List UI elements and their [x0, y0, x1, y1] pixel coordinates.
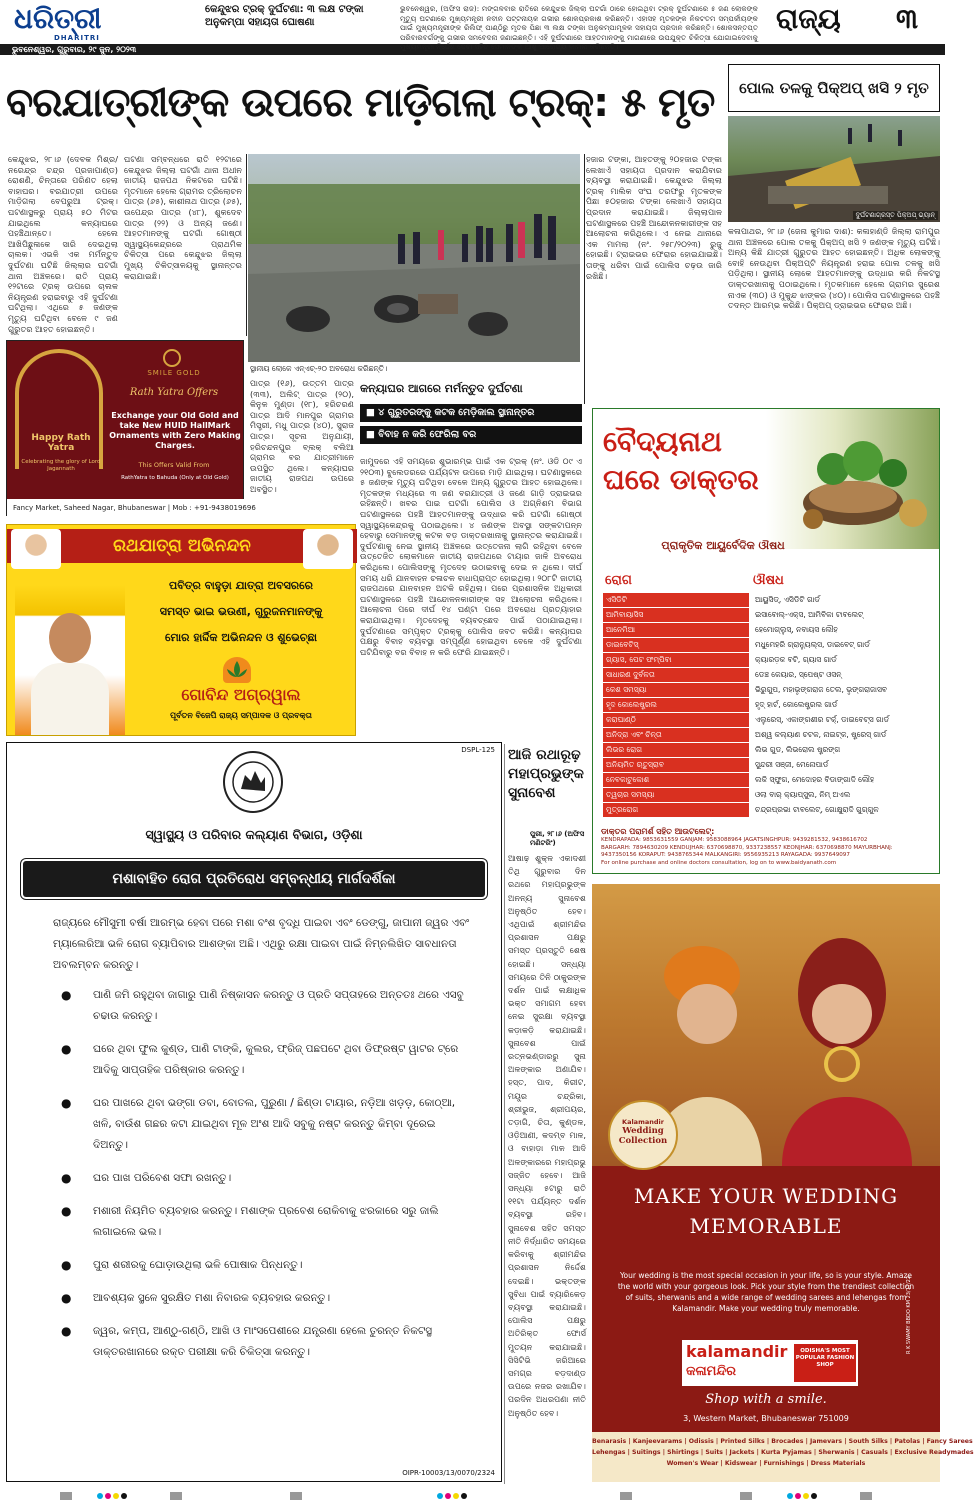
table-row — [603, 593, 933, 607]
table-row — [603, 638, 933, 652]
govt-point-text: ପୁରା ଶରୀରକୁ ଘୋଡ଼ାଉଥିଲା ଭଳି ପୋଷାକ ପିନ୍ଧନ୍ତୁ। — [93, 1259, 303, 1271]
disease-cell: କେଶ ସମସ୍ୟା — [603, 683, 749, 697]
greeting-person-photo — [15, 585, 125, 735]
govt-point-text: ଆବଶ୍ୟକ ସ୍ଥଳେ ସୁରକ୍ଷିତ ମଶା ନିବାରକ ବ୍ୟବହାର କରନ୍ତୁ। — [93, 1292, 331, 1304]
kalamandir-logo-odia: କଳାମନ୍ଦିର — [686, 1364, 737, 1379]
govt-point: ● ମଶାରୀ ନିୟମିତ ବ୍ୟବହାର କରନ୍ତୁ। ମଶାଙ୍କ ପ୍ରବେଶ ରୋକିବାକୁ ଝରକାରେ ସରୁ ଜାଲି ଲଗାଇଲେ ଭଲ। — [61, 1204, 439, 1238]
person-face — [49, 613, 91, 663]
emblem-icon — [225, 753, 281, 811]
disease-cell: ଡାଇବେଟିସ୍ — [603, 638, 749, 652]
bullet-2: ■ ବିବାହ ନ କରି ଫେରିଲା ବର — [360, 426, 582, 444]
table-row — [603, 608, 933, 622]
col-header-medicine: ଔଷଧ — [753, 573, 784, 588]
rath-dateline: ପୁରୀ, ୨୮।୬ (ଅଫିସ ମଣିଟରିଂ) — [530, 830, 585, 847]
govt-dept: ସ୍ୱାସ୍ଥ୍ୟ ଓ ପରିବାର କଲ୍ୟାଣ ବିଭାଗ, ଓଡ଼ିଶା — [145, 827, 363, 842]
rath-body: ଆଷାଢ଼ ଶୁକ୍ଳ ଏକାଦଶୀ ତିଥି ଗୁରୁବାର ଦିନ ରଥରେ ମହାପ୍ରଭୁଙ୍କ ଅନନ୍ୟ ସୁନାବେଶ ଅନୁଷ୍ଠିତ ହେବ। ଏଥିପାଇଁ ଶ୍ରୀମନ୍ଦିର ପ୍ରଶାସନ ପକ୍ଷରୁ ସମସ୍ତ ପ୍ରସ୍ତୁତି ଶେଷ ହୋଇଛି। ସନ୍ଧ୍ୟା ସମୟରେ ତିନି ଠାକୁରଙ୍କ ଦର୍ଶନ ପାଇଁ ଲକ୍ଷାଧିକ ଭକ୍ତ ସମାଗମ ହେବା ନେଇ ସୁରକ୍ଷା ବ୍ୟବସ୍ଥା କଡ଼ାକଡ଼ି କରାଯାଇଛି। ସୁନାବେଶ ପାଇଁ ରତ୍ନଭଣ୍ଡାରରୁ ସୁନା ଅଳଙ୍କାର ଅଣାଯିବ। ହସ୍ତ, ପାଦ, କିରୀଟ, ମୟୂର ଚନ୍ଦ୍ରିକା, ଶ୍ରୀଭୁଜ, ଶ୍ରୀପୟର, ତଡ଼ାଗି, ଚିତା, କୁଣ୍ଡଳ, ଓଡ଼ିଆଣୀ, କଦମ୍ବ ମାଳ, ଓ ବାହାଡ଼ା ମାଳ ଆଦି ଅଳଙ୍କାରରେ ମହାପ୍ରଭୁ ସଜ୍ଜିତ ହେବେ। ଆଜି ସନ୍ଧ୍ୟା ୫ଟାରୁ ରାତି ୧୧ଟା ପର୍ଯ୍ୟନ୍ତ ଦର୍ଶନ ବ୍ୟବସ୍ଥା ରହିବ। ସୁନାବେଶ ସହିତ ସମସ୍ତ ନୀତି ନିର୍ଦ୍ଧାରିତ ସମୟରେ କରିବାକୁ ଶ୍ରୀମନ୍ଦିର ପ୍ରଶାସନ ନିର୍ଦ୍ଦେଶ ଦେଇଛି। ଭକ୍ତଙ୍କ ସୁବିଧା ପାଇଁ ବ୍ୟାରିକେଡ଼ ବ୍ୟବସ୍ଥା କରାଯାଇଛି। ପୋଲିସ ପକ୍ଷରୁ ଅତିରିକ୍ତ ଫୋର୍ସ ମୁତୟନ କରାଯାଇଛି। ସିସିଟିଭି ଜରିଆରେ ସମଗ୍ର ବଡ଼ଦାଣ୍ଡ ଉପରେ ନଜର ରଖାଯିବ। ପରଦିନ ଅଧରପଣା ନୀତି ଅନୁଷ୍ଠିତ ହେବ। — [508, 853, 586, 1418]
section-title: ରାଜ୍ୟ — [776, 2, 841, 35]
jewel-dates: RathYatra to Bahuda (Only at Old Gold) — [121, 475, 229, 481]
page-number: ୩ — [896, 2, 919, 35]
disease-cell: ତ୍ୱଚାର ସମସ୍ୟା — [603, 788, 749, 802]
medicine-cell: ମଧୁମେହରି ଗ୍ରାନ୍ୟୁଲ୍ସ, ଡାଇବେଟ୍ ଗାର୍ଡ — [755, 640, 870, 649]
disease-cell: ହୃଦ କୋଲେଷ୍ଟ୍ରଲ — [603, 698, 749, 712]
jewel-copy: Exchange your Old Gold and take New HUID HallMark Ornaments with Zero Making Charges. — [109, 411, 241, 450]
govt-ref: OIPR-10003/13/0070/2324 — [402, 1469, 495, 1477]
greeting-line-1: ପବିତ୍ର ବାହୁଡ଼ା ଯାତ୍ରା ଅବସରରେ — [168, 579, 313, 592]
disease-cell: ଅନିଦ୍ରା ଏବଂ ଚିନ୍ତା — [603, 728, 749, 742]
govt-point-text: ପାଣି ଜମି ରହୁଥିବା ଜାଗାରୁ ପାଣି ନିଷ୍କାସନ କରନ୍ତୁ ଓ ପ୍ରତି ସପ୍ତାହରେ ଅନ୍ତତଃ ଥରେ ଏସବୁ ଚଢାଉ କରନ୍ତୁ। — [93, 989, 464, 1022]
disease-cell: ସାଧାରଣ ଦୁର୍ବଳତା — [603, 668, 749, 682]
rath-headline: ଆଜି ରଥାରୂଢ଼ ମହାପ୍ରଭୁଙ୍କ ସୁନାବେଶ — [508, 747, 584, 801]
jewel-brand: SMILE GOLD — [147, 369, 201, 377]
logo-odia: ଧରିତ୍ରୀ — [14, 2, 102, 35]
govt-notice — [6, 742, 502, 1482]
side-story-photo — [728, 116, 940, 222]
govt-point-text: ଘରେ ଥିବା ଫୁଲ କୁଣ୍ଡ, ପାଣି ଟାଙ୍କି, କୁଲର, ଫ୍ରିଜ୍ ପଛପଟେ ଥିବା ଡିଫ୍ରଷ୍ଟ ୱାଟର ଟ୍ରେ ଆଦିକୁ ସାପ୍ତାହିକ ପରିଷ୍କାର କରନ୍ତୁ। — [93, 1043, 459, 1076]
lead-headline: ବରଯାତ୍ରୀଙ୍କ ଉପରେ ମାଡ଼ିଗଲା ଟ୍ରକ୍: ୫ ମୃତ — [6, 80, 715, 126]
lead-col-1: କେନ୍ଦୁଝର, ୨୮।୬ (ଦେବକ ମିଶ୍ର/ନରେନ୍ଦ୍ର ଚନ୍ଦ୍ର ପ୍ରଜାପାଣ୍ଡ) ରୋଶଣି, ଚିନ୍ତାରେ ପରିଣତ ହେଲା ବାହାଘର। ବରଯାତ୍ରୀ ଉପରେ ମାଡ଼ିଗଲା ବେପରୁଆ ଟ୍ରକ୍। ଘଟଣାସ୍ଥଳରୁ ପ୍ରାୟ ୫୦ ମିଟର ଯାଇଥିଲେ କନ୍ୟାଘରେ ପହଞ୍ଚିଥାନ୍ତେ। ହେଲେ ଆଖିପିଛୁଳାକେ ସାରି ଦେଇଥିଲା ଚାଲକ। ଏଭଳି ଏକ ମର୍ମନ୍ତୁଦ ଦୁର୍ଘଟଣା ଘଟିଛି ଜିଲ୍ଲାର ଘଟଗାଁ ଥାନା ଅଞ୍ଚଳରେ। ରାତି ପ୍ରାୟ ୧୨ଟାରେ ଟ୍ରକ୍ ଉପରେ ଚାଲକ ନିୟନ୍ତ୍ରଣ ହରାଇବାରୁ ଏହି ଦୁର୍ଘଟଣା ଘଟିଥିଲା। ଏଥିରେ ୫ ଜଣଙ୍କ ମୃତ୍ୟୁ ଘଟିଥିବା ବେଳେ ୯ ଜଣ ଗୁରୁତର ଆହତ ହୋଇଛନ୍ତି। — [8, 154, 118, 334]
lead-col-long: ଜାମୁଦରେ ଏହି ସମୟରେ ଶୁଭାରମ୍ଭ ପାଇଁ ଏକ ଟ୍ରକ୍ (ନଂ. ଓଡି ୦୯ ଏ ୨୧୦୩) ବୁଲେଡରରେ ପର୍ଯ୍ୟଟନ ଉପରେ ମାଡ଼ି ଯାଇଥିଲା। ଘଟଣାସ୍ଥଳରେ ୫ ଜଣଙ୍କ ମୃତ୍ୟୁ ଘଟିଥିବା ବେଳେ ଅନ୍ୟ ଗୁରୁତର ଆହତ ହୋଇଥିଲେ। ମୃତକଙ୍କ ମଧ୍ୟରେ ୩ ଜଣ ବରଯାତ୍ରୀ ଓ ଜଣେ ଗାଡ଼ି ଡ୍ରାଇଭର ରହିଛନ୍ତି। ଖବର ପାଇ ଘଟଗାଁ ପୋଲିସ ଓ ଅଗ୍ନିଶମ ବିଭାଗ ଘଟଣାସ୍ଥଳରେ ପହଞ୍ଚି ଆହତମାନଙ୍କୁ ଉଦ୍ଧାର କରି ଘଟଗାଁ ଗୋଷ୍ଠୀ ସ୍ୱାସ୍ଥ୍ୟକେନ୍ଦ୍ରକୁ ପଠାଇଥିଲେ। ୪ ଜଣଙ୍କ ଅବସ୍ଥା ସଙ୍କଟାପନ୍ନ ହେବାରୁ ସେମାନଙ୍କୁ କଟକ ବଡ଼ ଡାକ୍ତରଖାନାକୁ ସ୍ଥାନାନ୍ତର କରାଯାଇଛି। ଦୁର୍ଘଟଣାକୁ ନେଇ ସ୍ଥାନୀୟ ଅଞ୍ଚଳରେ ଉତ୍ତେଜନା ଲାଗି ରହିଥିବା ବେଳେ ଉତ୍ତେଜିତ ଲୋକମାନେ ଜାତୀୟ ରାଜପଥରେ ଟାୟାର ଜାଳି ଅବରୋଧ କରିଥିଲେ। ପୋଲିସଙ୍କୁ ମୃତଦେହ ଉଠାଇବାକୁ ଦେଇ ନ ଥିଲେ। ଦୀର୍ଘ ସମୟ ଧରି ଯାନବାହନ ଚଳାଚଳ ବାଧାପ୍ରାପ୍ତ ହୋଇଥିଲା। ୨୦୮ଟି ଜାତୀୟ ରାଜପଥରେ ଯାନବାହନ ଅଟକି ରହିଥିଲା। ପରେ ପ୍ରଶାସନିକ ଅଧିକାରୀ ଘଟଣାସ୍ଥଳରେ ପହଞ୍ଚି ଆନ୍ଦୋଳନକାରୀଙ୍କ ସହ ଆଲୋଚନା କରିଥିଲେ। ଆଲୋଚନା ପରେ ଦୀର୍ଘ ୧୪ ଘଣ୍ଟା ପରେ ଅବରୋଧ ପ୍ରତ୍ୟାହାର କରାଯାଇଥିଲା। ମୃତଦେହକୁ ବ୍ୟବଚ୍ଛେଦ ପାଇଁ ପଠାଯାଇଥିଲା। ଦୁର୍ଘଟଣାରେ ସମ୍ପୃକ୍ତ ଟ୍ରକ୍‌କୁ ପୋଲିସ ଜବତ କରିଛି। କନ୍ୟାଘର ପକ୍ଷରୁ ବିବାହ ବ୍ୟବସ୍ଥା ସମ୍ପୂର୍ଣ୍ଣ ହୋଇଥିବା ବେଳେ ଏହି ଦୁର୍ଘଟଣା ଘଟିଯିବାରୁ ବର ବିବାହ ନ କରି ଫେରି ଯାଇଛନ୍ତି। — [360, 456, 582, 657]
medicine-cell: ଭିରୁଗୁପ, ମହାଭୃଙ୍ଗରାଜ ତେଲ, ଭୃଙ୍ଗରାଜାସବ — [755, 685, 887, 694]
kalamandir-vertical-credit: R K SWAMY BBDO KM 23/17/22 — [906, 1275, 912, 1354]
kalamandir-headline-2: MEMORABLE — [689, 1214, 843, 1238]
greeting-line-3: ମୋର ହାର୍ଦ୍ଦିକ ଅଭିନନ୍ଦନ ଓ ଶୁଭେଚ୍ଛା — [164, 631, 318, 644]
medicine-cell: ଇସାବୋଲ୍-ଏକ୍ସ, ଆମିବିକା ଟାବଲେଟ୍ — [755, 610, 864, 619]
avatar-right — [303, 529, 353, 569]
disease-cell: ଆମିବାୟାସିସ — [603, 608, 749, 622]
disease-cell: ଏସିଡିଟି — [603, 593, 749, 607]
herbs-illustration — [793, 413, 937, 539]
govt-point: ● ପୁରା ଶରୀରକୁ ଘୋଡ଼ାଉଥିଲା ଭଳି ପୋଷାକ ପିନ୍ଧନ୍ତୁ। — [61, 1258, 303, 1272]
disease-cell: ଆନେମିଆ — [603, 623, 749, 637]
kalamandir-headline-1: MAKE YOUR WEDDING — [633, 1184, 899, 1208]
teaser-headline-box — [205, 4, 395, 42]
govt-point-text: ଘର ପାଖ ପରିବେଶ ସଫା ରଖନ୍ତୁ। — [93, 1172, 232, 1184]
greeting-name: ଗୋବିନ୍ଦ ଅଗ୍ରୱାଲ — [181, 685, 301, 704]
masthead — [0, 0, 945, 56]
govt-point-text: ଘର ପାଖରେ ଥିବା ଭଙ୍ଗା ଡବା, ବୋତଲ, ପୁରୁଣା / ଛିଣ୍ଡା ଟାୟାର, ନଡ଼ିଆ ଖଡ଼ଡ଼, କୋଠ୍ଆ, ଖଳି, ବାଉଁଶ ଗଛର କଟା ଯାଇଥିବା ମୂଳ ଅଂଶ ଆଦି ସବୁକୁ ନଷ୍ଟ କରନ୍ତୁ କିମ୍ବା ଦୂରେଇ ଦିଅନ୍ତୁ। — [93, 1097, 456, 1151]
medicine-cell: ହୃଦ୍ ହାର୍ଟ, କୋଲେଷ୍ଟ୍ରଲ ଗାର୍ଡ — [755, 700, 838, 709]
dateline: ଭୁବନେଶ୍ୱର, ଗୁରୁବାର, ୨୯ ଜୁନ, ୨୦୨୩ — [12, 45, 137, 54]
table-row — [603, 788, 933, 802]
govt-point: ● ଘରେ ଥିବା ଫୁଲ କୁଣ୍ଡ, ପାଣି ଟାଙ୍କି, କୁଲର, ଫ୍ରିଜ୍ ପଛପଟେ ଥିବା ଡିଫ୍ରଷ୍ଟ ୱାଟର ଟ୍ରେ ଆଦିକୁ ସାପ୍ତାହିକ ପରିଷ୍କାର କରନ୍ତୁ। — [61, 1042, 459, 1076]
disease-cell: ଅନିୟମିତ ଋତୁସ୍ରାବ — [603, 758, 749, 772]
govt-emblem — [223, 751, 283, 813]
govt-title: ମଶାବାହିତ ରୋଗ ପ୍ରତିରୋଧ ସମ୍ବନ୍ଧୀୟ ମାର୍ଗଦର୍ଶିକା — [112, 871, 396, 887]
medicine-cell: ଏଲୁରେସ୍, ଏକାଙ୍ଗଶୀର ଟର୍କ୍, ଡାଇବେଟ୍ସ ଗାର୍ଡ — [755, 715, 890, 724]
baidyanath-title: ବୈଦ୍ୟନାଥ ଘରେ ଡାକ୍ତର — [603, 425, 759, 496]
herbs-icon — [793, 413, 937, 539]
online-line: For online purchase and online doctors consultation, log on to www.baidyanath.com — [601, 859, 837, 866]
strip-line-2: Lehengas | Suitings | Shirtings | Suits | Jackets | Kurta Pyjamas | Sherwanis | Casuals | Exclusive Readymades — [592, 1449, 974, 1456]
rule-vertical — [246, 154, 247, 336]
registration-marks — [0, 1490, 945, 1501]
table-row — [603, 668, 933, 682]
person-body — [31, 663, 109, 735]
rule-vertical — [584, 154, 585, 404]
table-row — [603, 653, 933, 667]
disease-cell: ଗ୍ୟାସ, ପେଟ ଫମ୍ପିବା — [603, 653, 749, 667]
lead-col-2: ଘଟଣା ସମ୍ବନ୍ଧରେ ରାତି ୧୨ଟାରେ କେନ୍ଦୁଝର ଜିଲ୍ଲା ଘଟଗାଁ ଥାନା ଅଧୀନ ଜାତୀୟ ରାଜପଥ ନିକଟରେ ଘଟିଛି। ମୃତମାନେ ହେଲେ ଗ୍ରାମର ତ୍ରିଲୋଚନ ପାତ୍ର (୬୫), କାଶୀନାଥ ପାତ୍ର (୬୫), ଉପେନ୍ଦ୍ର ପାତ୍ର (୪୮), ଶୁକଦେବ ପାତ୍ର (୨୨) ଓ ଅନ୍ୟ ଜଣେ। ଆହତମାନଙ୍କୁ ଘଟଗାଁ ଗୋଷ୍ଠୀ ସ୍ୱାସ୍ଥ୍ୟକେନ୍ଦ୍ରରେ ପ୍ରାଥମିକ ଚିକିତ୍ସା ପରେ କେନ୍ଦୁଝର ଜିଲ୍ଲା ମୁଖ୍ୟ ଚିକିତ୍ସାଳୟକୁ ସ୍ଥାନାନ୍ତର କରାଯାଇଛି। — [124, 154, 242, 281]
table-row — [603, 743, 933, 757]
side-story-caption: ଦୁର୍ଘଟଣାଗ୍ରସ୍ତ ପିକ୍‌ଅପ୍ ଭ୍ୟାନ୍ — [853, 211, 938, 220]
contacts-line-3: 9437350156 KORAPUT: 9438765344 MALKANGIRI: 9556935213 RAYAGADA: 9937649097 — [601, 852, 850, 858]
medicine-cell: ଚନ୍ଦ୍ରପ୍ରଭା ଟାବଲେଟ୍, ଗୋକ୍ଷୁରାଦି ଗୁଗ୍ଗୁଳ — [755, 805, 879, 814]
table-row — [603, 698, 933, 712]
consult-label: ଡାକ୍ତର ପରାମର୍ଶ ସହିତ ଆଉଟଲେଟ୍: — [601, 827, 715, 836]
teaser-body: ଭୁବନେଶ୍ୱର, (ଅଫିସ ରାଜ): ମଙ୍ଗଳବାର ରାତିରେ କେନ୍ଦୁଝର ଜିଲ୍ଲା ଘଟଗାଁ ଠାରେ ହୋଇଥିବା ଟ୍ରକ୍ ଦୁର୍ଘଟଣାରେ ୫ ଜଣ ଲୋକଙ୍କ ମୃତ୍ୟୁ ଘଟଣାରେ ମୁଖ୍ୟମନ୍ତ୍ରୀ ନବୀନ ପଟ୍ଟନାୟକ ଗଭୀର ଶୋକପ୍ରକାଶ କରିଛନ୍ତି। ଏହାସହ ମୃତକଙ୍କ ନିକଟତମ ସମ୍ପର୍କୀୟଙ୍କ ପାଇଁ ମୁଖ୍ୟମନ୍ତ୍ରୀଙ୍କ ରିଲିଫ୍ ପାଣ୍ଠିରୁ ମୃତକ ପିଛା ୩ ଲକ୍ଷ ଟଙ୍କା ଅନୁକମ୍ପାମୂଳକ ସହାୟତା ପ୍ରଦାନ କରିଛନ୍ତି। ଶୋକସନ୍ତପ୍ତ ପରିବାରବର୍ଗଙ୍କୁ ଗଭୀର ସମବେଦନା ଜଣାଇଛନ୍ତି। ଏହି ଦୁର୍ଘଟଣାରେ ଆହତମାନଙ୍କୁ ମାଗଣାରେ ଉପଯୁକ୍ତ ଚିକିତ୍ସା ଯୋଗାଇଦେବାକୁ ମୁଖ୍ୟମନ୍ତ୍ରୀ ନିର୍ଦ୍ଦେଶ ଦେବା ସହିତ ସେମାନଙ୍କ ଆଶୁ ଆରୋଗ୍ୟ କାମନା କରିଛନ୍ତି। — [400, 4, 758, 51]
table-row — [603, 803, 933, 817]
govt-point: ● ଜ୍ୱର, କମ୍ପ, ଆଣ୍ଠୁ-ଗଣ୍ଠି, ଆଖି ଓ ମାଂସପେଶୀରେ ଯନ୍ତ୍ରଣା ହେଲେ ତୁରନ୍ତ ନିକଟସ୍ଥ ଡାକ୍ତରଖାନାରେ ରକ୍ତ ପରୀକ୍ଷା କରି ଚିକିତ୍ସା କରନ୍ତୁ। — [61, 1324, 432, 1358]
contacts-line-2: BARGARH: 7894630209 KENDUJHAR: 6370698870, 9337238557 KEONJHAR: 6370698870 MAYURBHANJ: — [601, 844, 893, 851]
medicine-cell: ଓଲା ବାର୍ କ୍ୟାପ୍ସୁଲ, ନିମ୍ ଅଏଲ — [755, 790, 851, 799]
badge-line-2: Wedding Collection — [618, 1126, 668, 1146]
medicine-cell: ଅଶ୍ୱ କଲ୍ୟାଣ ଚଟକ, ନାଇଟ୍କ, ଷ୍ଟ୍ରେସ୍ ଗାର୍ଡ — [755, 730, 887, 739]
sub-headline: କନ୍ୟାଘର ଆଗରେ ମର୍ମନ୍ତୁଦ ଦୁର୍ଘଟଣା — [360, 382, 523, 395]
lead-photo-caption: ସ୍ଥାନୀୟ ଲୋକେ ଏନ୍‌ଏଚ୍-୨୦ ଅବରୋଧ କରିଛନ୍ତି। — [250, 364, 388, 373]
lead-photo-illustration — [248, 154, 580, 362]
disease-cell: କରାଘାଣ୍ଠି — [603, 713, 749, 727]
lotus-icon-shape — [223, 657, 251, 683]
disease-cell: ଲିଭର ରୋଗ — [603, 743, 749, 757]
table-row — [603, 758, 933, 772]
side-story-body: କଳାପାଥର, ୨୮।୬ (ଜେନା କୁମାର ଦାଶ): କଳାହାଣ୍ଡି ଜିଲ୍ଲା ରାମପୁର ଥାନା ଅଞ୍ଚଳରେ ପୋଲ ତଳକୁ ପିକ୍‌ଅପ୍ ଖସି ୨ ଜଣଙ୍କ ମୃତ୍ୟୁ ଘଟିଛି। ଅନ୍ୟ କିଛି ଯାତ୍ରୀ ଗୁରୁତର ଆହତ ହୋଇଛନ୍ତି। ଅଧିକ ଲୋକଙ୍କୁ ବୋହି ନେଉଥିବା ପିକ୍‌ଅପ୍‌ଟି ନିୟନ୍ତ୍ରଣ ହରାଇ ପୋଲ ତଳକୁ ଖସି ପଡ଼ିଥିଲା। ସ୍ଥାନୀୟ ଲୋକେ ଆହତମାନଙ୍କୁ ଉଦ୍ଧାର କରି ନିକଟସ୍ଥ ଡାକ୍ତରଖାନାକୁ ପଠାଇଥିଲେ। ମୃତକମାନେ ହେଲେ ଗ୍ରାମର ସୁରେଶ ନାଏକ (୩୦) ଓ ମୁକୁନ୍ଦ ଝାଙ୍କର (୪୦)। ପୋଲିସ ଘଟଣାସ୍ଥଳରେ ପହଞ୍ଚି ତଦନ୍ତ ଆରମ୍ଭ କରିଛି। ପିକ୍‌ଅପ୍ ଡ୍ରାଇଭର ଫେରାର ଅଛି। — [728, 226, 940, 311]
lotus-icon — [223, 657, 251, 683]
side-story-photo-illustration — [728, 116, 940, 222]
govt-point: ● ପାଣି ଜମି ରହୁଥିବା ଜାଗାରୁ ପାଣି ନିଷ୍କାସନ କରନ୍ତୁ ଓ ପ୍ରତି ସପ୍ତାହରେ ଅନ୍ତତଃ ଥରେ ଏସବୁ ଚଢାଉ କରନ୍ତୁ। — [61, 988, 464, 1022]
medicine-cell: କ୍ୟାରଡ଼କ ବଟି, ଗ୍ୟାସ ଗାର୍ଡ — [755, 655, 837, 664]
kalamandir-strip — [592, 1432, 974, 1482]
bullet-1-text: ୪ ଗୁରୁତରଙ୍କୁ କଟକ ମେଡ଼ିକାଲ ସ୍ଥାନାନ୍ତର — [378, 407, 535, 418]
jewel-logo-icon — [163, 349, 181, 367]
kalamandir-tagline: Shop with a smile. — [705, 1392, 827, 1407]
jewel-offer-title: Rath Yatra Offers — [129, 387, 219, 398]
medicine-cell: ହେମୋଗ୍ଲୁସ୍, ନବାୟସ ଲୌହ — [755, 625, 838, 634]
strip-line-3: Women's Wear | Kidswear | Furnishings | Dress Materials — [666, 1460, 866, 1467]
medicine-cell: ଲିଭ ଗୁଡ, ଲିଭରୋଲ ଷ୍ଟ୍ରଙ୍ଗ — [755, 745, 841, 754]
kalamandir-logo: kalamandir — [686, 1342, 788, 1361]
table-row — [603, 683, 933, 697]
wedding-badge — [608, 1100, 678, 1170]
badge-line-1: Kalamandir — [622, 1118, 664, 1126]
lead-col-3: ହଜାର ଟଙ୍କା, ଆହତଙ୍କୁ ୨୦ହଜାର ଟଙ୍କା ଲେଖାଏଁ ସହାୟତା ପ୍ରଦାନ କରାଯିବାର ବ୍ୟବସ୍ଥା କରାଯାଇଛି। କେନ୍ଦୁଝର ଜିଲ୍ଲା ଟ୍ରକ୍ ମାଲିକ ସଂଘ ତରଫରୁ ମୃତକଙ୍କ ପିଛା ୫୦ହଜାର ଟଙ୍କା ଲେଖାଏଁ ସହାୟତା ପ୍ରଦାନ କରାଯାଇଛି। ଜିଲ୍ଲାପାଳ ଘଟଣାସ୍ଥଳରେ ପହଞ୍ଚି ଆନ୍ଦୋଳନକାରୀଙ୍କ ସହ ଆଲୋଚନା କରିଥିଲେ। ଏ ନେଇ ଥାନାରେ ଏକ ମାମଲା (ନଂ. ୨୫୮/୨୦୨୩) ରୁଜୁ ହୋଇଛି। ଟ୍ରାଇଭର ଫେରାର ହୋଇଯାଇଛି। ତାଙ୍କୁ ଧରିବା ପାଇଁ ପୋଲିସ ଚଢ଼ଉ ଜାରି ରଖିଛି। — [586, 154, 722, 281]
jewel-greeting: Happy Rath Yatra — [31, 433, 91, 453]
side-story-header — [728, 64, 940, 112]
lead-col-2b: ପାତ୍ର (୧୬), ଉତ୍ତମ ପାତ୍ର (୩୩), ଅଲିଟ୍ ପାତ୍ର (୨୦), କିନୁଳ ମୁଣ୍ଡା (୧୮), ହରିଚରଣ ପାତ୍ର ଆଦି ମାନପୁର ଗ୍ରାମର ମିସ୍ତ୍ରୀ, ମଧୁ ପାତ୍ର (୪୦), ସୁରାଜ ପାତ୍ର। ସୂଚନା ଅନୁଯାୟୀ, ହରିଚନ୍ଦନପୁର ବ୍ଲକ୍ ବଲିଆ ଗ୍ରାମର ବର ଯାତ୍ରୀମାନେ ଉପସ୍ଥିତ ଥିଲେ। କନ୍ୟାଘର ଜାତୀୟ ରାଜପଥ ଉପରେ ଅବସ୍ଥିତ। — [250, 378, 354, 494]
side-story-headline: ପୋଲ ତଳକୁ ପିକ୍‌ଅପ୍ ଖସି ୨ ମୃତ — [739, 79, 929, 97]
bullet-2-text: ବିବାହ ନ କରି ଫେରିଲା ବର — [378, 429, 477, 440]
jewel-greeting-sub: Celebrating the glory of Lord Jagannath — [21, 459, 101, 472]
jewel-ad — [6, 340, 256, 516]
medicine-table — [603, 593, 933, 818]
table-row — [603, 713, 933, 727]
sub-story-box — [360, 378, 582, 450]
lead-photo — [248, 154, 580, 362]
logo-english: DHARITRI — [54, 34, 100, 42]
baidyanath-ad — [592, 408, 940, 874]
medicine-cell: ଡେଞ୍ଚ କେୟାର, ସ୍ପେଷ୍ଟ ଓସନ୍ — [755, 670, 842, 679]
avatar-left — [11, 529, 61, 569]
govt-point: ● ଘର ପାଖରେ ଥିବା ଭଙ୍ଗା ଡବା, ବୋତଲ, ପୁରୁଣା / ଛିଣ୍ଡା ଟାୟାର, ନଡ଼ିଆ ଖଡ଼ଡ଼, କୋଠ୍ଆ, ଖଳି, ବାଉଁଶ ଗଛର କଟା ଯାଇଥିବା ମୂଳ ଅଂଶ ଆଦି ସବୁକୁ ନଷ୍ଟ କରନ୍ତୁ କିମ୍ବା ଦୂରେଇ ଦିଅନ୍ତୁ। — [61, 1096, 456, 1151]
masthead-logo — [10, 4, 130, 42]
govt-point: ● ଆବଶ୍ୟକ ସ୍ଥଳେ ସୁରକ୍ଷିତ ମଶା ନିବାରକ ବ୍ୟବହାର କରନ୍ତୁ। — [61, 1291, 331, 1305]
govt-code: DSPL-125 — [461, 746, 495, 754]
contacts-line-1: KENDRAPADA: 9853631559 GANJAM: 9583088964 JAGATSINGHPUR: 9439281532, 9438616702 — [601, 837, 868, 843]
baidyanath-contacts-box — [601, 827, 931, 869]
baidyanath-sub: ପ୍ରାକୃତିକ ଆୟୁର୍ବେଦିକ ଔଷଧ — [661, 539, 785, 552]
disease-cell: ନେବକାଟୁକୋଶ — [603, 773, 749, 787]
kalamandir-logo-box — [682, 1340, 858, 1386]
disease-cell: ମୁତ୍ରରୋଗ — [603, 803, 749, 817]
rule-vertical — [504, 744, 505, 1484]
greeting-line-2: ସମସ୍ତ ଭାଇ ଭଉଣୀ, ଗୁରୁଜନମାନଙ୍କୁ — [159, 605, 323, 618]
govt-title-box — [23, 861, 485, 897]
medicine-cell: ଆୟୁସିଡ୍, ଏସିଡିଟି ଗାର୍ଡ — [755, 595, 820, 604]
teaser-headline: କେନ୍ଦୁଝର ଟ୍ରକ୍ ଦୁର୍ଘଟଣା: ୩ ଲକ୍ଷ ଟଙ୍କା ଅନୁକମ୍ପା ସହାୟତା ଘୋଷଣା — [205, 4, 364, 28]
kalamandir-claim: ODISHA'S MOST POPULAR FASHION SHOP — [794, 1344, 856, 1382]
govt-points — [53, 985, 473, 1375]
kalamandir-ad — [592, 884, 974, 1482]
jewel-validity: This Offers Valid From — [138, 461, 210, 469]
table-row — [603, 623, 933, 637]
strip-line-1: Benarasis | Kanjeevarams | Odissis | Printed Silks | Brocades | Jamevars | South Silks | Patolas | Fancy Sarees — [592, 1438, 973, 1445]
bullet-1: ■ ୪ ଗୁରୁତରଙ୍କୁ କଟକ ମେଡ଼ିକାଲ ସ୍ଥାନାନ୍ତର — [360, 404, 582, 422]
jewel-footer: Fancy Market, Saheed Nagar, Bhubaneswar | Mob : +91-9438019696 — [7, 499, 245, 517]
kalamandir-body: Your wedding is the most special occasion in your life, so is your style. Amaze the world with your gorgeous look. Pick your style from the trendiest collection of suits, sherwanis and a wide range of wedding sarees and lehengas from Kalamandir. Make your wedding truly memorable. — [617, 1271, 915, 1313]
govt-point-text: ଜ୍ୱର, କମ୍ପ, ଆଣ୍ଠୁ-ଗଣ୍ଠି, ଆଖି ଓ ମାଂସପେଶୀରେ ଯନ୍ତ୍ରଣା ହେଲେ ତୁରନ୍ତ ନିକଟସ୍ଥ ଡାକ୍ତରଖାନାରେ ରକ୍ତ ପରୀକ୍ଷା କରି ଚିକିତ୍ସା କରନ୍ତୁ। — [93, 1325, 432, 1358]
govt-point-text: ମଶାରୀ ନିୟମିତ ବ୍ୟବହାର କରନ୍ତୁ। ମଶାଙ୍କ ପ୍ରବେଶ ରୋକିବାକୁ ଝରକାରେ ସରୁ ଜାଲି ଲଗାଇଲେ ଭଲ। — [93, 1205, 439, 1238]
col-header-disease: ରୋଗ — [605, 573, 632, 588]
table-row — [603, 728, 933, 742]
greeting-title: ରଥଯାତ୍ରା ଅଭିନନ୍ଦନ — [113, 536, 251, 556]
govt-point: ● ଘର ପାଖ ପରିବେଶ ସଫା ରଖନ୍ତୁ। — [61, 1171, 232, 1185]
medicine-cell: ଲକି ସ୍ଫୁଗ, ମେଦୋହର ବିଡାଙ୍ଗାଦି ଲୌହ — [755, 775, 875, 784]
table-row — [603, 773, 933, 787]
greeting-ad — [6, 524, 356, 736]
kalamandir-address: 3, Western Market, Bhubaneswar 751009 — [683, 1414, 849, 1423]
govt-intro: ରାଜ୍ୟରେ ମୌସୁମୀ ବର୍ଷା ଆରମ୍ଭ ହେବା ପରେ ମଶା ବଂଶ ବୃଦ୍ଧି ପାଇବା ଏବଂ ଡେଙ୍ଗୁ, ଜାପାନୀ ଜ୍ୱର ଏବଂ ମ୍ୟାଲେରିଆ ଭଳି ରୋଗ ବ୍ୟାପିବାର ଆଶଙ୍କା ଅଛି। ଏଥିରୁ ରକ୍ଷା ପାଇବା ପାଇଁ ନିମ୍ନଲିଖିତ ସାବଧାନତା ଅବଲମ୍ବନ କରନ୍ତୁ। — [53, 917, 469, 971]
greeting-designation: ପୂର୍ବତନ ବିଜେପି ରାଜ୍ୟ ସମ୍ପାଦକ ଓ ପ୍ରବକ୍ତା — [170, 711, 312, 720]
footer-marks — [0, 1486, 945, 1497]
medicine-cell: ସୁନ୍ଦରୀ ସଞ୍ଜୀ, ମେନୋପାର୍ଡ — [755, 760, 829, 769]
